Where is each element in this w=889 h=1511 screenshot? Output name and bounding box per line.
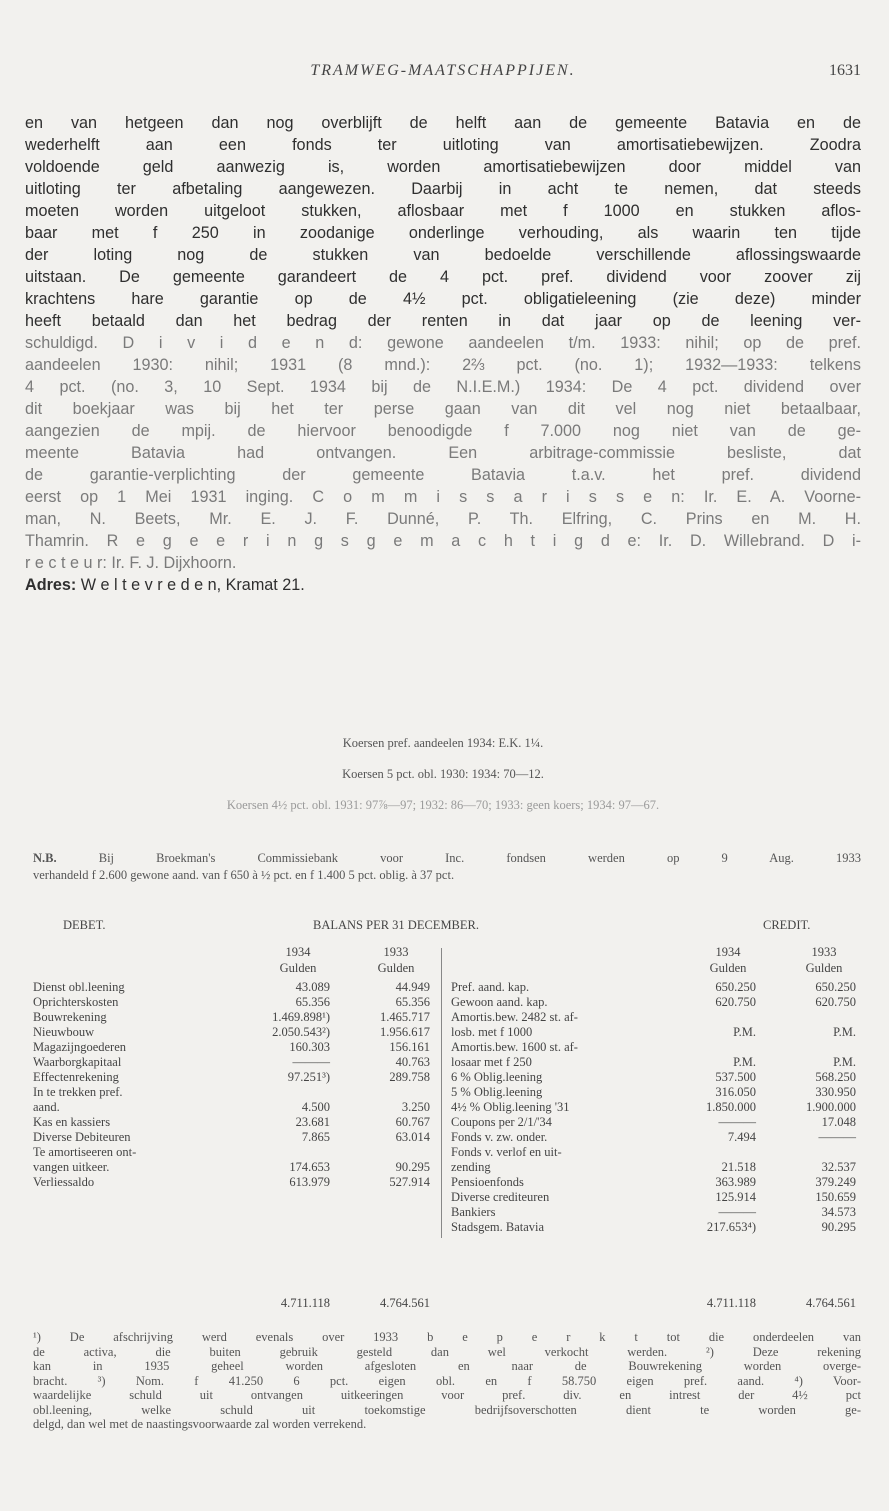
debet-row-value-1933: 40.763 (395, 1055, 430, 1069)
credit-row (451, 1190, 861, 1205)
credit-year-2: 1933 (811, 945, 837, 959)
debet-row-label: Waarborgkapitaal (33, 1055, 122, 1069)
balance-title: BALANS PER 31 DECEMBER. (313, 918, 479, 932)
body-line: r e c t e u r: Ir. F. J. Dijxhoorn. (25, 554, 237, 572)
debet-label: DEBET. (63, 918, 106, 932)
debet-row-value-1934: 174.653 (289, 1160, 330, 1174)
credit-unit-2: Gulden (805, 961, 843, 975)
credit-row-label: Pref. aand. kap. (451, 980, 530, 994)
debet-row-value-1934: 2.050.543²) (272, 1025, 330, 1039)
credit-row-value-1933: 330.950 (815, 1085, 856, 1099)
credit-row-label: Coupons per 2/1/'34 (451, 1115, 552, 1129)
body-line: Thamrin. R e g e e r i n g s g e m a c h t i g d e: Ir. D. Willebrand. D i- (25, 532, 861, 550)
credit-row-value-1934: 1.850.000 (706, 1100, 756, 1114)
credit-row-value-1934: 217.653⁴) (706, 1220, 756, 1234)
debet-row (33, 1130, 433, 1145)
body-line: moeten worden uitgeloot stukken, aflosbaar met f 1000 en stukken aflos- (25, 202, 861, 220)
credit-row-label: Amortis.bew. 2482 st. af- (451, 1010, 578, 1024)
footnote-line: ¹) De afschrijving werd evenals over 1933 b e p e r k t tot die onderdeelen van (33, 1330, 861, 1344)
debet-row-value-1933: 1.956.617 (380, 1025, 430, 1039)
credit-row-value-1933: 32.537 (821, 1160, 856, 1174)
footnote-line: obl.leening, welke schuld uit toekomstige bedrijfsoverschotten dient te worden ge- (33, 1402, 861, 1417)
credit-row-value-1934: 7.494 (727, 1130, 756, 1144)
debet-row-value-1934: 4.500 (301, 1100, 330, 1114)
credit-row-value-1933: 379.249 (815, 1175, 856, 1189)
credit-row-label: Gewoon aand. kap. (451, 995, 548, 1009)
credit-row (451, 1160, 861, 1175)
credit-row (451, 1145, 861, 1160)
credit-row-value-1934: 21.518 (721, 1160, 756, 1174)
credit-row-label: Bankiers (451, 1205, 496, 1219)
credit-row-value-1933: 150.659 (815, 1190, 856, 1204)
body-line: krachtens hare garantie op de 4½ pct. obligatieleening (zie deze) minder (25, 290, 861, 308)
credit-unit-1: Gulden (709, 961, 747, 975)
body-line: schuldigd. D i v i d e n d: gewone aandeelen t/m. 1933: nihil; op de pref. (25, 334, 861, 352)
body-line: aangezien de mpij. de hiervoor benoodigde f 7.000 nog niet van de ge- (25, 422, 861, 440)
debet-row (33, 1040, 433, 1055)
credit-column (451, 980, 861, 1235)
credit-row (451, 1025, 861, 1040)
credit-row (451, 1115, 861, 1130)
credit-row-value-1933: 1.900.000 (806, 1100, 856, 1114)
debet-total-1934: 4.711.118 (280, 1296, 330, 1310)
credit-row (451, 1010, 861, 1025)
credit-row-label: 6 % Oblig.leening (451, 1070, 543, 1084)
nb-label: N.B. (33, 851, 57, 865)
credit-row-value-1933: 17.048 (821, 1115, 856, 1129)
body-line: eerst op 1 Mei 1931 inging. C o m m i s s a r i s s e n: Ir. E. A. Voorne- (25, 488, 861, 506)
credit-row-value-1934: P.M. (733, 1055, 756, 1069)
credit-row-value-1934: ——— (718, 1205, 756, 1219)
quotation-line: Koersen pref. aandeelen 1934: E.K. 1¼. (342, 736, 544, 750)
credit-row-label: Pensioenfonds (451, 1175, 524, 1189)
credit-row-label: 5 % Oblig.leening (451, 1085, 543, 1099)
credit-row-label: Amortis.bew. 1600 st. af- (451, 1040, 578, 1054)
credit-row-value-1934: 650.250 (715, 980, 756, 994)
footnote-line: kan in 1935 geheel worden afgesloten en naar de Bouwrekening worden overge- (33, 1359, 861, 1373)
credit-row (451, 1055, 861, 1070)
body-line: dit boekjaar was bij het ter perse gaan van dit vel nog niet betaalbaar, (25, 400, 861, 418)
address-label: Adres: (25, 576, 77, 594)
debet-row-label: vangen uitkeer. (33, 1160, 110, 1174)
debet-unit-1: Gulden (279, 961, 317, 975)
credit-row (451, 1040, 861, 1055)
debet-row-value-1934: 613.979 (289, 1175, 330, 1189)
quotation-line: Koersen 5 pct. obl. 1930: 1934: 70—12. (342, 767, 544, 781)
debet-row-value-1934: 160.303 (289, 1040, 330, 1054)
credit-row (451, 1070, 861, 1085)
credit-row-label: losaar met f 250 (451, 1055, 532, 1069)
address-value: W e l t e v r e d e n, Kramat 21. (80, 576, 305, 594)
body-line: wederhelft aan een fonds ter uitloting van amortisatiebewijzen. Zoodra (25, 136, 861, 154)
nb-text: Bij Broekman's Commissiebank voor Inc. fondsen werden op 9 Aug. 1933 (98, 851, 861, 865)
credit-row (451, 1220, 861, 1235)
debet-row-value-1933: 3.250 (401, 1100, 430, 1114)
debet-row-value-1933: 90.295 (395, 1160, 430, 1174)
debet-row (33, 1145, 433, 1160)
body-line: voldoende geld aanwezig is, worden amortisatiebewijzen door middel van (25, 158, 861, 176)
debet-row-value-1934: ——— (292, 1055, 330, 1069)
body-line: de garantie-verplichting der gemeente Batavia t.a.v. het pref. dividend (25, 466, 861, 484)
debet-row (33, 995, 433, 1010)
debet-row-label: Nieuwbouw (33, 1025, 95, 1039)
nota-bene (33, 850, 861, 884)
credit-row (451, 995, 861, 1010)
credit-total-1933: 4.764.561 (806, 1296, 856, 1310)
credit-label: CREDIT. (763, 918, 811, 932)
body-paragraph (25, 112, 861, 596)
debet-row-value-1934: 43.089 (295, 980, 330, 994)
debet-row-label: Oprichterskosten (33, 995, 119, 1009)
debet-row-value-1933: 1.465.717 (380, 1010, 430, 1024)
body-line: 4 pct. (no. 3, 10 Sept. 1934 bij de N.I.E.M.) 1934: De 4 pct. dividend over (25, 378, 861, 396)
debet-row-label: Te amortiseeren ont- (33, 1145, 137, 1159)
quotation-line: Koersen 4½ pct. obl. 1931: 97⅞—97; 1932: 86—70; 1933: geen koers; 1934: 97—67. (226, 798, 660, 812)
page-header (25, 62, 861, 88)
credit-row-value-1934: ——— (718, 1115, 756, 1129)
body-line: heeft betaald dan het bedrag der renten in dat jaar op de leening ver- (25, 312, 861, 330)
credit-row-label: Stadsgem. Batavia (451, 1220, 545, 1234)
credit-total-1934: 4.711.118 (706, 1296, 756, 1310)
body-line: en van hetgeen dan nog overblijft de helft aan de gemeente Batavia en de (25, 114, 861, 132)
debet-row-value-1933: 156.161 (389, 1040, 430, 1054)
debet-row-value-1934: 23.681 (295, 1115, 330, 1129)
footnotes (33, 1330, 861, 1432)
debet-row-label: In te trekken pref. (33, 1085, 123, 1099)
credit-row (451, 1085, 861, 1100)
credit-row-label: losb. met f 1000 (451, 1025, 533, 1039)
debet-row-value-1933: 63.014 (395, 1130, 430, 1144)
debet-row-value-1934: 65.356 (295, 995, 330, 1009)
debet-row-value-1934: 7.865 (301, 1130, 330, 1144)
credit-row-value-1933: 34.573 (821, 1205, 856, 1219)
debet-row (33, 1160, 433, 1175)
debet-row-value-1933: 65.356 (395, 995, 430, 1009)
credit-row-value-1934: 620.750 (715, 995, 756, 1009)
footnote-line: bracht. ³) Nom. f 41.250 6 pct. eigen obl. en f 58.750 eigen pref. aand. ⁴) Voor- (33, 1373, 861, 1388)
debet-row-value-1933: 44.949 (395, 980, 430, 994)
body-line: baar met f 250 in zoodanige onderlinge verhouding, als waarin ten tijde (25, 224, 861, 242)
credit-row (451, 980, 861, 995)
debet-row-value-1934: 1.469.898¹) (272, 1010, 330, 1024)
debet-row (33, 1055, 433, 1070)
body-line: uitloting ter afbetaling aangewezen. Daarbij in acht te nemen, dat steeds (25, 180, 861, 198)
debet-row (33, 1070, 433, 1085)
balance-header (33, 918, 861, 944)
credit-row-value-1934: P.M. (733, 1025, 756, 1039)
debet-row-value-1933: 60.767 (395, 1115, 430, 1129)
body-line: man, N. Beets, Mr. E. J. F. Dunné, P. Th. Elfring, C. Prins en M. H. (25, 510, 861, 528)
debet-row-label: Effectenrekening (33, 1070, 119, 1084)
credit-row-value-1933: 90.295 (821, 1220, 856, 1234)
credit-row-value-1934: 363.989 (715, 1175, 756, 1189)
debet-column (33, 980, 433, 1190)
debet-row (33, 1100, 433, 1115)
footnote-line: delgd, dan wel met de naastingsvoorwaarde zal worden verrekend. (33, 1417, 367, 1431)
body-line: meente Batavia had ontvangen. Een arbitrage-commissie besliste, dat (25, 444, 861, 462)
credit-row (451, 1100, 861, 1115)
year-headers (33, 944, 861, 980)
debet-row-label: Dienst obl.leening (33, 980, 125, 994)
credit-row-value-1933: 568.250 (815, 1070, 856, 1084)
debet-row (33, 1115, 433, 1130)
debet-row (33, 1175, 433, 1190)
credit-year-1: 1934 (715, 945, 741, 959)
debet-row-label: Diverse Debiteuren (33, 1130, 131, 1144)
footnote-line: waardelijke schuld uit ontvangen uitkeeringen voor pref. div. en intrest der 4½ pct (33, 1388, 861, 1402)
debet-year-1: 1934 (285, 945, 311, 959)
body-line: aandeelen 1930: nihil; 1931 (8 mnd.): 2⅔ pct. (no. 1); 1932—1933: telkens (25, 356, 861, 374)
quotations (25, 728, 861, 821)
debet-row-label: aand. (33, 1100, 60, 1114)
page-number: 1631 (829, 62, 861, 79)
credit-row-value-1934: 125.914 (715, 1190, 756, 1204)
debet-row-value-1934: 97.251³) (287, 1070, 330, 1084)
credit-row-label: Fonds v. verlof en uit- (451, 1145, 562, 1159)
nb-line (33, 850, 861, 867)
credit-row-value-1934: 537.500 (715, 1070, 756, 1084)
credit-row-value-1934: 316.050 (715, 1085, 756, 1099)
body-line: der loting nog de stukken van bedoelde verschillende aflossingswaarde (25, 246, 861, 264)
credit-row-label: zending (451, 1160, 491, 1174)
credit-row-value-1933: 620.750 (815, 995, 856, 1009)
debet-row (33, 1025, 433, 1040)
credit-row-value-1933: P.M. (833, 1025, 856, 1039)
balance-totals (33, 1296, 861, 1314)
credit-row (451, 1205, 861, 1220)
address-line (25, 574, 861, 596)
debet-row-value-1933: 289.758 (389, 1070, 430, 1084)
debet-row (33, 1085, 433, 1100)
credit-row-value-1933: ——— (818, 1130, 856, 1144)
credit-row-value-1933: 650.250 (815, 980, 856, 994)
balance-sheet (33, 918, 861, 1310)
debet-year-2: 1933 (383, 945, 409, 959)
debet-row-label: Magazijngoederen (33, 1040, 127, 1054)
credit-row-value-1933: P.M. (833, 1055, 856, 1069)
column-divider (441, 948, 442, 1238)
debet-row-label: Kas en kassiers (33, 1115, 111, 1129)
debet-row-value-1933: 527.914 (389, 1175, 430, 1189)
debet-row-label: Verliessaldo (33, 1175, 95, 1189)
credit-row-label: Diverse crediteuren (451, 1190, 550, 1204)
debet-unit-2: Gulden (377, 961, 415, 975)
body-line: uitstaan. De gemeente garandeert de 4 pct. pref. dividend voor zoover zij (25, 268, 861, 286)
nb-line: verhandeld f 2.600 gewone aand. van f 650 à ½ pct. en f 1.400 5 pct. oblig. à 37 pct. (33, 868, 455, 882)
debet-row-label: Bouwrekening (33, 1010, 107, 1024)
debet-total-1933: 4.764.561 (380, 1296, 430, 1310)
debet-row (33, 980, 433, 995)
footnote-line: de activa, die buiten gebruik gesteld dan wel verkocht werden. ²) Deze rekening (33, 1344, 861, 1359)
credit-row-label: Fonds v. zw. onder. (451, 1130, 548, 1144)
running-title: TRAMWEG-MAATSCHAPPIJEN. (310, 62, 576, 79)
credit-row-label: 4½ % Oblig.leening '31 (451, 1100, 570, 1114)
credit-row (451, 1130, 861, 1145)
debet-row (33, 1010, 433, 1025)
credit-row (451, 1175, 861, 1190)
